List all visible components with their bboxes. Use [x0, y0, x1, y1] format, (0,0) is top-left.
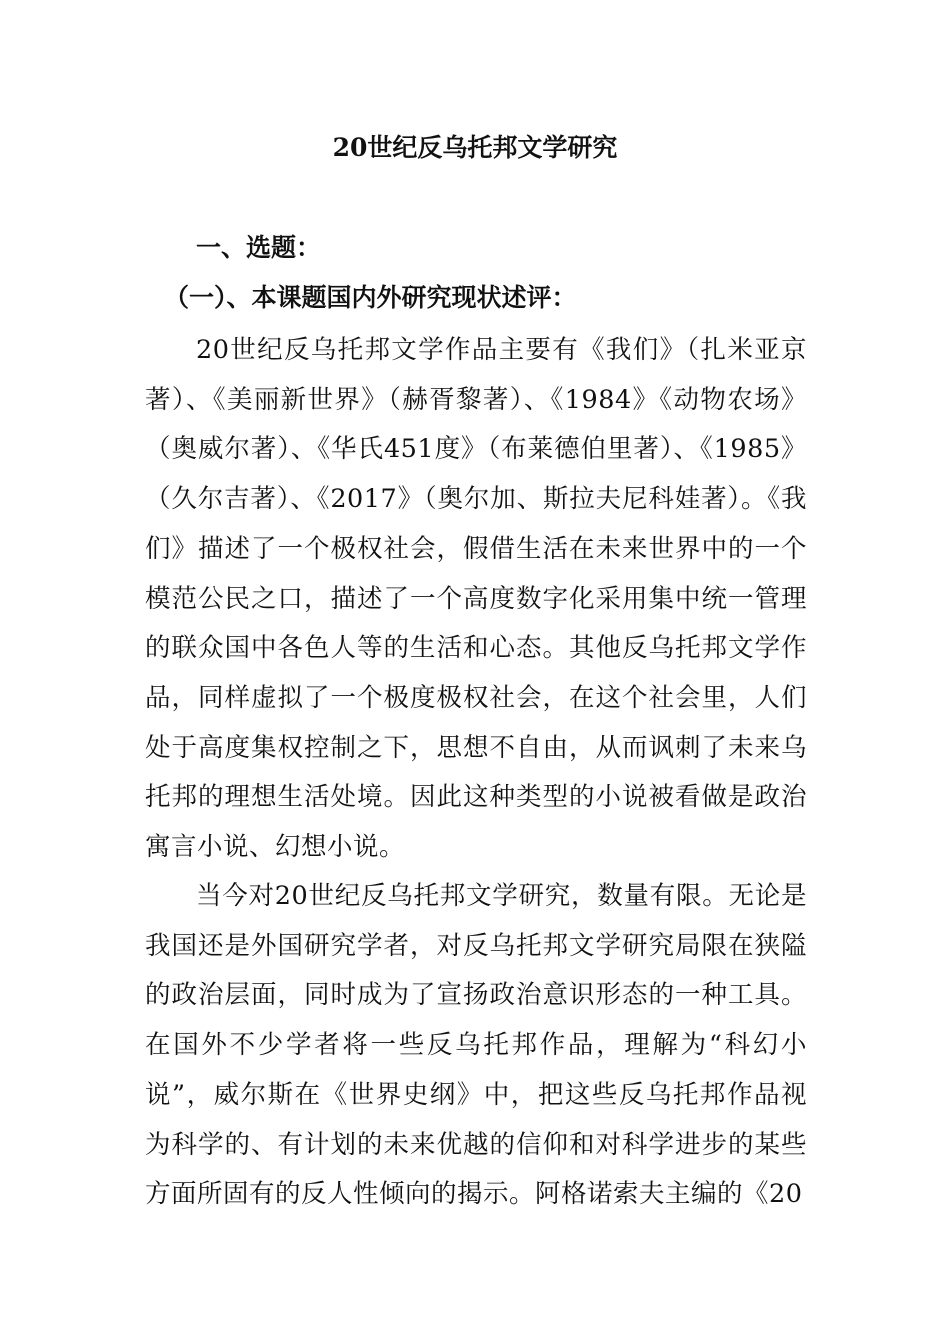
section-heading: 一、选题： [196, 233, 322, 262]
body-paragraph-2: 当今对20世纪反乌托邦文学研究，数量有限。无论是我国还是外国研究学者，对反乌托邦文学研究局限在狭隘的政治层面，同时成为了宣扬政治意识形态的一种工具。在国外不少学者将一些反乌托邦作品，理解为“科幻小说”，威尔斯在《世界史纲》中，把这些反乌托邦作品视为科学的、有计划的未来优越的信仰和对科学进步的某些方面所固有的反人性倾向的揭示。阿格诺索夫主编的《20 [145, 881, 807, 1210]
body-paragraph-1: 20世纪反乌托邦文学作品主要有《我们》（扎米亚京著）、《美丽新世界》（赫胥黎著）、《1984》《动物农场》（奥威尔著）、《华氏451度》（布莱德伯里著）、《1985》（久尔吉著）、《2017》（奥尔加、斯拉夫尼科娃著）。《我们》描述了一个极权社会，假借生活在未来世界中的一个模范公民之口，描述了一个高度数字化采用集中统一管理的联众国中各色人等的生活和心态。其他反乌托邦文学作品，同样虚拟了一个极度极权社会，在这个社会里，人们处于高度集权控制之下，思想不自由，从而讽刺了未来乌托邦的理想生活处境。因此这种类型的小说被看做是政治寓言小说、幻想小说。 [145, 335, 807, 863]
document-title: 20世纪反乌托邦文学研究 [332, 133, 618, 162]
subsection-heading: （一）、本课题国内外研究现状述评： [164, 283, 577, 312]
